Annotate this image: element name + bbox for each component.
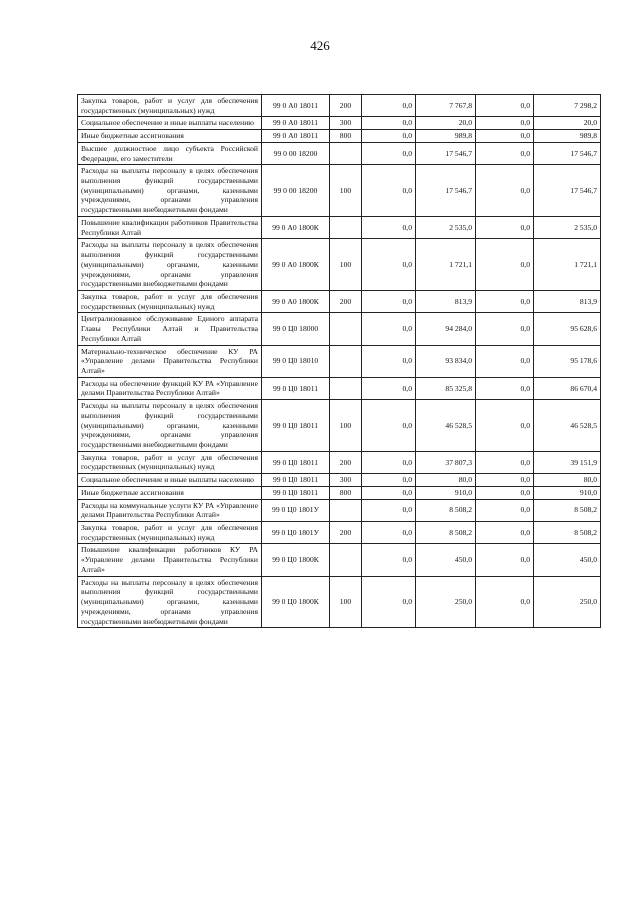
expense-type-cell <box>330 499 362 521</box>
amount-col-3-cell: 0,0 <box>476 451 534 473</box>
amount-col-1-cell: 0,0 <box>362 377 416 399</box>
amount-col-4-cell: 17 546,7 <box>534 142 601 164</box>
table-row <box>78 313 601 345</box>
table-row <box>78 377 601 399</box>
amount-col-2-cell: 989,8 <box>416 130 476 143</box>
amount-col-1-cell: 0,0 <box>362 400 416 452</box>
expense-name-cell: Социальное обеспечение и иные выплаты населению <box>78 474 262 487</box>
table-row <box>78 544 601 576</box>
amount-col-3-cell: 0,0 <box>476 239 534 291</box>
amount-col-2-cell: 8 508,2 <box>416 499 476 521</box>
amount-col-4-cell: 910,0 <box>534 486 601 499</box>
amount-col-1-cell: 0,0 <box>362 499 416 521</box>
amount-col-4-cell: 989,8 <box>534 130 601 143</box>
expense-type-cell: 100 <box>330 165 362 217</box>
table-row <box>78 474 601 487</box>
expense-name-cell: Материально-техническое обеспечение КУ РА «Управление делами Правительства Республики Алтай» <box>78 345 262 377</box>
expense-name-cell: Повышение квалификации работников Правительства Республики Алтай <box>78 216 262 238</box>
amount-col-2-cell: 7 767,8 <box>416 95 476 117</box>
amount-col-2-cell: 910,0 <box>416 486 476 499</box>
expense-name-cell: Высшее должностное лицо субъекта Российской Федерации, его заместители <box>78 142 262 164</box>
expense-name-cell: Закупка товаров, работ и услуг для обеспечения государственных (муниципальных) нужд <box>78 95 262 117</box>
amount-col-3-cell: 0,0 <box>476 576 534 628</box>
expense-name-cell: Расходы на коммунальные услуги КУ РА «Управление делами Правительства Республики Алтай» <box>78 499 262 521</box>
amount-col-1-cell: 0,0 <box>362 142 416 164</box>
table-row <box>78 345 601 377</box>
target-article-cell: 99 0 Ц0 18011 <box>262 474 330 487</box>
table-row <box>78 522 601 544</box>
target-article-cell: 99 0 Ц0 1800К <box>262 544 330 576</box>
expense-name-cell: Закупка товаров, работ и услуг для обеспечения государственных (муниципальных) нужд <box>78 451 262 473</box>
expense-name-cell: Иные бюджетные ассигнования <box>78 486 262 499</box>
amount-col-4-cell: 2 535,0 <box>534 216 601 238</box>
table-row <box>78 400 601 452</box>
amount-col-3-cell: 0,0 <box>476 499 534 521</box>
target-article-cell: 99 0 00 18200 <box>262 165 330 217</box>
target-article-cell: 99 0 Ц0 18010 <box>262 345 330 377</box>
amount-col-4-cell: 20,0 <box>534 117 601 130</box>
amount-col-2-cell: 46 528,5 <box>416 400 476 452</box>
expense-type-cell <box>330 377 362 399</box>
amount-col-3-cell: 0,0 <box>476 486 534 499</box>
expense-type-cell <box>330 345 362 377</box>
amount-col-4-cell: 813,9 <box>534 290 601 312</box>
target-article-cell: 99 0 Ц0 1800К <box>262 576 330 628</box>
amount-col-4-cell: 250,0 <box>534 576 601 628</box>
amount-col-4-cell: 39 151,9 <box>534 451 601 473</box>
amount-col-2-cell: 17 546,7 <box>416 165 476 217</box>
target-article-cell: 99 0 Ц0 18011 <box>262 486 330 499</box>
amount-col-1-cell: 0,0 <box>362 486 416 499</box>
expense-name-cell: Социальное обеспечение и иные выплаты населению <box>78 117 262 130</box>
amount-col-2-cell: 20,0 <box>416 117 476 130</box>
expense-type-cell: 100 <box>330 400 362 452</box>
expense-type-cell: 200 <box>330 451 362 473</box>
amount-col-3-cell: 0,0 <box>476 377 534 399</box>
amount-col-1-cell: 0,0 <box>362 165 416 217</box>
expense-name-cell: Расходы на выплаты персоналу в целях обеспечения выполнения функций государственными (муниципальными) органами, казенными учреждениями, органами управления государственными внебюджетными фондами <box>78 239 262 291</box>
amount-col-4-cell: 86 670,4 <box>534 377 601 399</box>
amount-col-3-cell: 0,0 <box>476 117 534 130</box>
amount-col-3-cell: 0,0 <box>476 313 534 345</box>
table-row <box>78 142 601 164</box>
amount-col-2-cell: 1 721,1 <box>416 239 476 291</box>
amount-col-1-cell: 0,0 <box>362 474 416 487</box>
expense-type-cell: 200 <box>330 522 362 544</box>
amount-col-4-cell: 17 546,7 <box>534 165 601 217</box>
amount-col-3-cell: 0,0 <box>476 165 534 217</box>
amount-col-3-cell: 0,0 <box>476 400 534 452</box>
target-article-cell: 99 0 А0 1800К <box>262 290 330 312</box>
amount-col-1-cell: 0,0 <box>362 576 416 628</box>
amount-col-1-cell: 0,0 <box>362 451 416 473</box>
amount-col-2-cell: 2 535,0 <box>416 216 476 238</box>
amount-col-2-cell: 94 284,0 <box>416 313 476 345</box>
amount-col-4-cell: 46 528,5 <box>534 400 601 452</box>
target-article-cell: 99 0 Ц0 1801У <box>262 522 330 544</box>
amount-col-2-cell: 8 508,2 <box>416 522 476 544</box>
table-row <box>78 239 601 291</box>
target-article-cell: 99 0 Ц0 18011 <box>262 451 330 473</box>
amount-col-1-cell: 0,0 <box>362 216 416 238</box>
table-row <box>78 499 601 521</box>
target-article-cell: 99 0 А0 18011 <box>262 95 330 117</box>
table-row <box>78 95 601 117</box>
expense-type-cell <box>330 544 362 576</box>
amount-col-1-cell: 0,0 <box>362 313 416 345</box>
amount-col-1-cell: 0,0 <box>362 95 416 117</box>
target-article-cell: 99 0 Ц0 1801У <box>262 499 330 521</box>
amount-col-4-cell: 8 508,2 <box>534 522 601 544</box>
table-row <box>78 130 601 143</box>
amount-col-1-cell: 0,0 <box>362 544 416 576</box>
target-article-cell: 99 0 Ц0 18011 <box>262 400 330 452</box>
amount-col-3-cell: 0,0 <box>476 474 534 487</box>
expense-type-cell: 100 <box>330 576 362 628</box>
expense-type-cell: 300 <box>330 474 362 487</box>
target-article-cell: 99 0 Ц0 18000 <box>262 313 330 345</box>
amount-col-4-cell: 95 628,6 <box>534 313 601 345</box>
amount-col-1-cell: 0,0 <box>362 117 416 130</box>
amount-col-1-cell: 0,0 <box>362 130 416 143</box>
expense-name-cell: Закупка товаров, работ и услуг для обеспечения государственных (муниципальных) нужд <box>78 290 262 312</box>
target-article-cell: 99 0 А0 1800К <box>262 239 330 291</box>
expense-name-cell: Расходы на выплаты персоналу в целях обеспечения выполнения функций государственными (муниципальными) органами, казенными учреждениями, органами управления государственными внебюджетными фондами <box>78 576 262 628</box>
expense-type-cell: 800 <box>330 486 362 499</box>
amount-col-3-cell: 0,0 <box>476 216 534 238</box>
amount-col-3-cell: 0,0 <box>476 345 534 377</box>
amount-col-4-cell: 450,0 <box>534 544 601 576</box>
amount-col-3-cell: 0,0 <box>476 544 534 576</box>
amount-col-4-cell: 95 178,6 <box>534 345 601 377</box>
expense-type-cell <box>330 313 362 345</box>
amount-col-2-cell: 37 807,3 <box>416 451 476 473</box>
amount-col-1-cell: 0,0 <box>362 522 416 544</box>
table-row <box>78 290 601 312</box>
amount-col-4-cell: 8 508,2 <box>534 499 601 521</box>
expense-type-cell: 100 <box>330 239 362 291</box>
budget-table-body <box>78 95 601 628</box>
amount-col-2-cell: 85 325,8 <box>416 377 476 399</box>
amount-col-2-cell: 813,9 <box>416 290 476 312</box>
expense-name-cell: Расходы на выплаты персоналу в целях обеспечения выполнения функций государственными (муниципальными) органами, казенными учреждениями, органами управления государственными внебюджетными фондами <box>78 165 262 217</box>
page-number: 426 <box>310 38 330 53</box>
amount-col-2-cell: 250,0 <box>416 576 476 628</box>
amount-col-3-cell: 0,0 <box>476 290 534 312</box>
expense-type-cell: 800 <box>330 130 362 143</box>
amount-col-2-cell: 80,0 <box>416 474 476 487</box>
amount-col-1-cell: 0,0 <box>362 290 416 312</box>
amount-col-3-cell: 0,0 <box>476 522 534 544</box>
amount-col-2-cell: 17 546,7 <box>416 142 476 164</box>
target-article-cell: 99 0 00 18200 <box>262 142 330 164</box>
table-row <box>78 165 601 217</box>
expense-name-cell: Централизованное обслуживание Единого аппарата Главы Республики Алтай и Правительства Республики Алтай <box>78 313 262 345</box>
expense-type-cell <box>330 216 362 238</box>
amount-col-3-cell: 0,0 <box>476 142 534 164</box>
amount-col-1-cell: 0,0 <box>362 239 416 291</box>
target-article-cell: 99 0 Ц0 18011 <box>262 377 330 399</box>
amount-col-4-cell: 1 721,1 <box>534 239 601 291</box>
expense-name-cell: Расходы на обеспечение функций КУ РА «Управление делами Правительства Республики Алтай» <box>78 377 262 399</box>
expense-type-cell: 200 <box>330 95 362 117</box>
table-row <box>78 486 601 499</box>
table-row <box>78 216 601 238</box>
expense-name-cell: Иные бюджетные ассигнования <box>78 130 262 143</box>
table-row <box>78 576 601 628</box>
expense-type-cell: 300 <box>330 117 362 130</box>
expense-name-cell: Закупка товаров, работ и услуг для обеспечения государственных (муниципальных) нужд <box>78 522 262 544</box>
amount-col-2-cell: 450,0 <box>416 544 476 576</box>
amount-col-4-cell: 80,0 <box>534 474 601 487</box>
amount-col-3-cell: 0,0 <box>476 95 534 117</box>
amount-col-3-cell: 0,0 <box>476 130 534 143</box>
budget-table <box>77 94 601 628</box>
table-row <box>78 117 601 130</box>
amount-col-2-cell: 93 834,0 <box>416 345 476 377</box>
target-article-cell: 99 0 А0 1800К <box>262 216 330 238</box>
expense-name-cell: Повышение квалификации работников КУ РА «Управление делами Правительства Республики Алтай» <box>78 544 262 576</box>
expense-type-cell <box>330 142 362 164</box>
target-article-cell: 99 0 А0 18011 <box>262 117 330 130</box>
table-row <box>78 451 601 473</box>
amount-col-1-cell: 0,0 <box>362 345 416 377</box>
amount-col-4-cell: 7 298,2 <box>534 95 601 117</box>
expense-type-cell: 200 <box>330 290 362 312</box>
expense-name-cell: Расходы на выплаты персоналу в целях обеспечения выполнения функций государственными (муниципальными) органами, казенными учреждениями, органами управления государственными внебюджетными фондами <box>78 400 262 452</box>
target-article-cell: 99 0 А0 18011 <box>262 130 330 143</box>
